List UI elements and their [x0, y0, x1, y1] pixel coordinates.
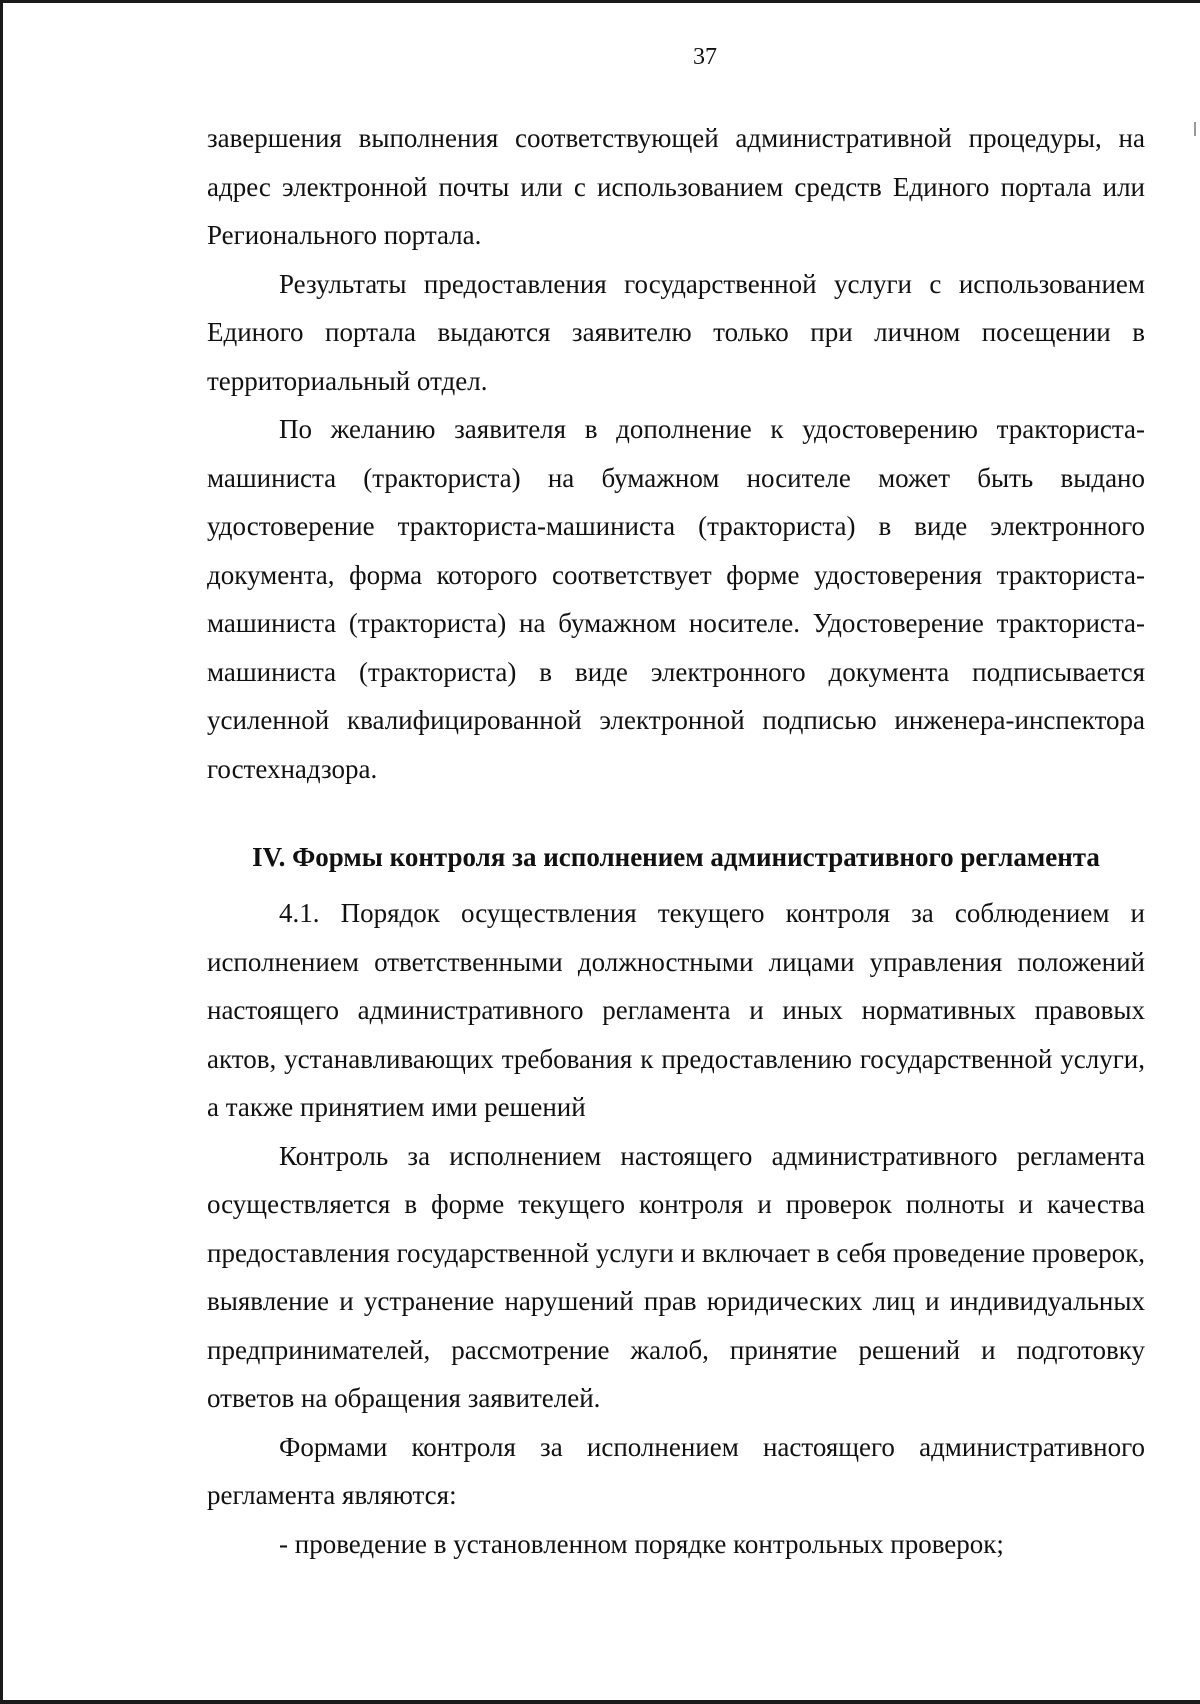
paragraph-4-1: 4.1. Порядок осуществления текущего контроля за соблюдением и исполнением ответственными должностными лицами управления положений настоящего административного регламента и иных нормативных правовых актов, устанавливающих требования к предоставлению государственной услуги, а также принятием ими решений [207, 898, 1145, 1122]
paragraph-continuation: завершения выполнения соответствующей административной процедуры, на адрес электронной почты или с использованием средств Единого портала или Регионального портала. [207, 123, 1145, 250]
paragraph-control-forms: Формами контроля за исполнением настоящего административного регламента являются: [207, 1431, 1145, 1510]
paragraph-control: Контроль за исполнением настоящего административного регламента осуществляется в форме текущего контроля и проверок полноты и качества предоставления государственной услуги и включает в себя проведение проверок, выявление и устранение нарушений прав юридических лиц и индивидуальных предпринимателей, рассмотрение жалоб, принятие решений и подготовку ответов на обращения заявителей. [207, 1140, 1145, 1413]
page-number: 37 [693, 44, 717, 70]
list-item-inspections: - проведение в установленном порядке контрольных проверок; [279, 1528, 1004, 1559]
section-heading: IV. Формы контроля за исполнением административного регламента [252, 842, 1100, 872]
scan-artifact [1194, 122, 1196, 136]
paragraph-electronic-certificate: По желанию заявителя в дополнение к удостоверению тракториста-машиниста (тракториста) на бумажном носителе может быть выдано удостоверение тракториста-машиниста (тракториста) в виде электронного документа, форма которого соответствует форме удостоверения тракториста-машиниста (тракториста) на бумажном носителе. Удостоверение тракториста-машиниста (тракториста) в виде электронного документа подписывается усиленной квалифицированной электронной подписью инженера-инспектора гостехнадзора. [207, 414, 1145, 784]
paragraph-results: Результаты предоставления государственной услуги с использованием Единого портала выдаются заявителю только при личном посещении в территориальный отдел. [207, 268, 1145, 396]
document-body [207, 114, 1145, 1568]
